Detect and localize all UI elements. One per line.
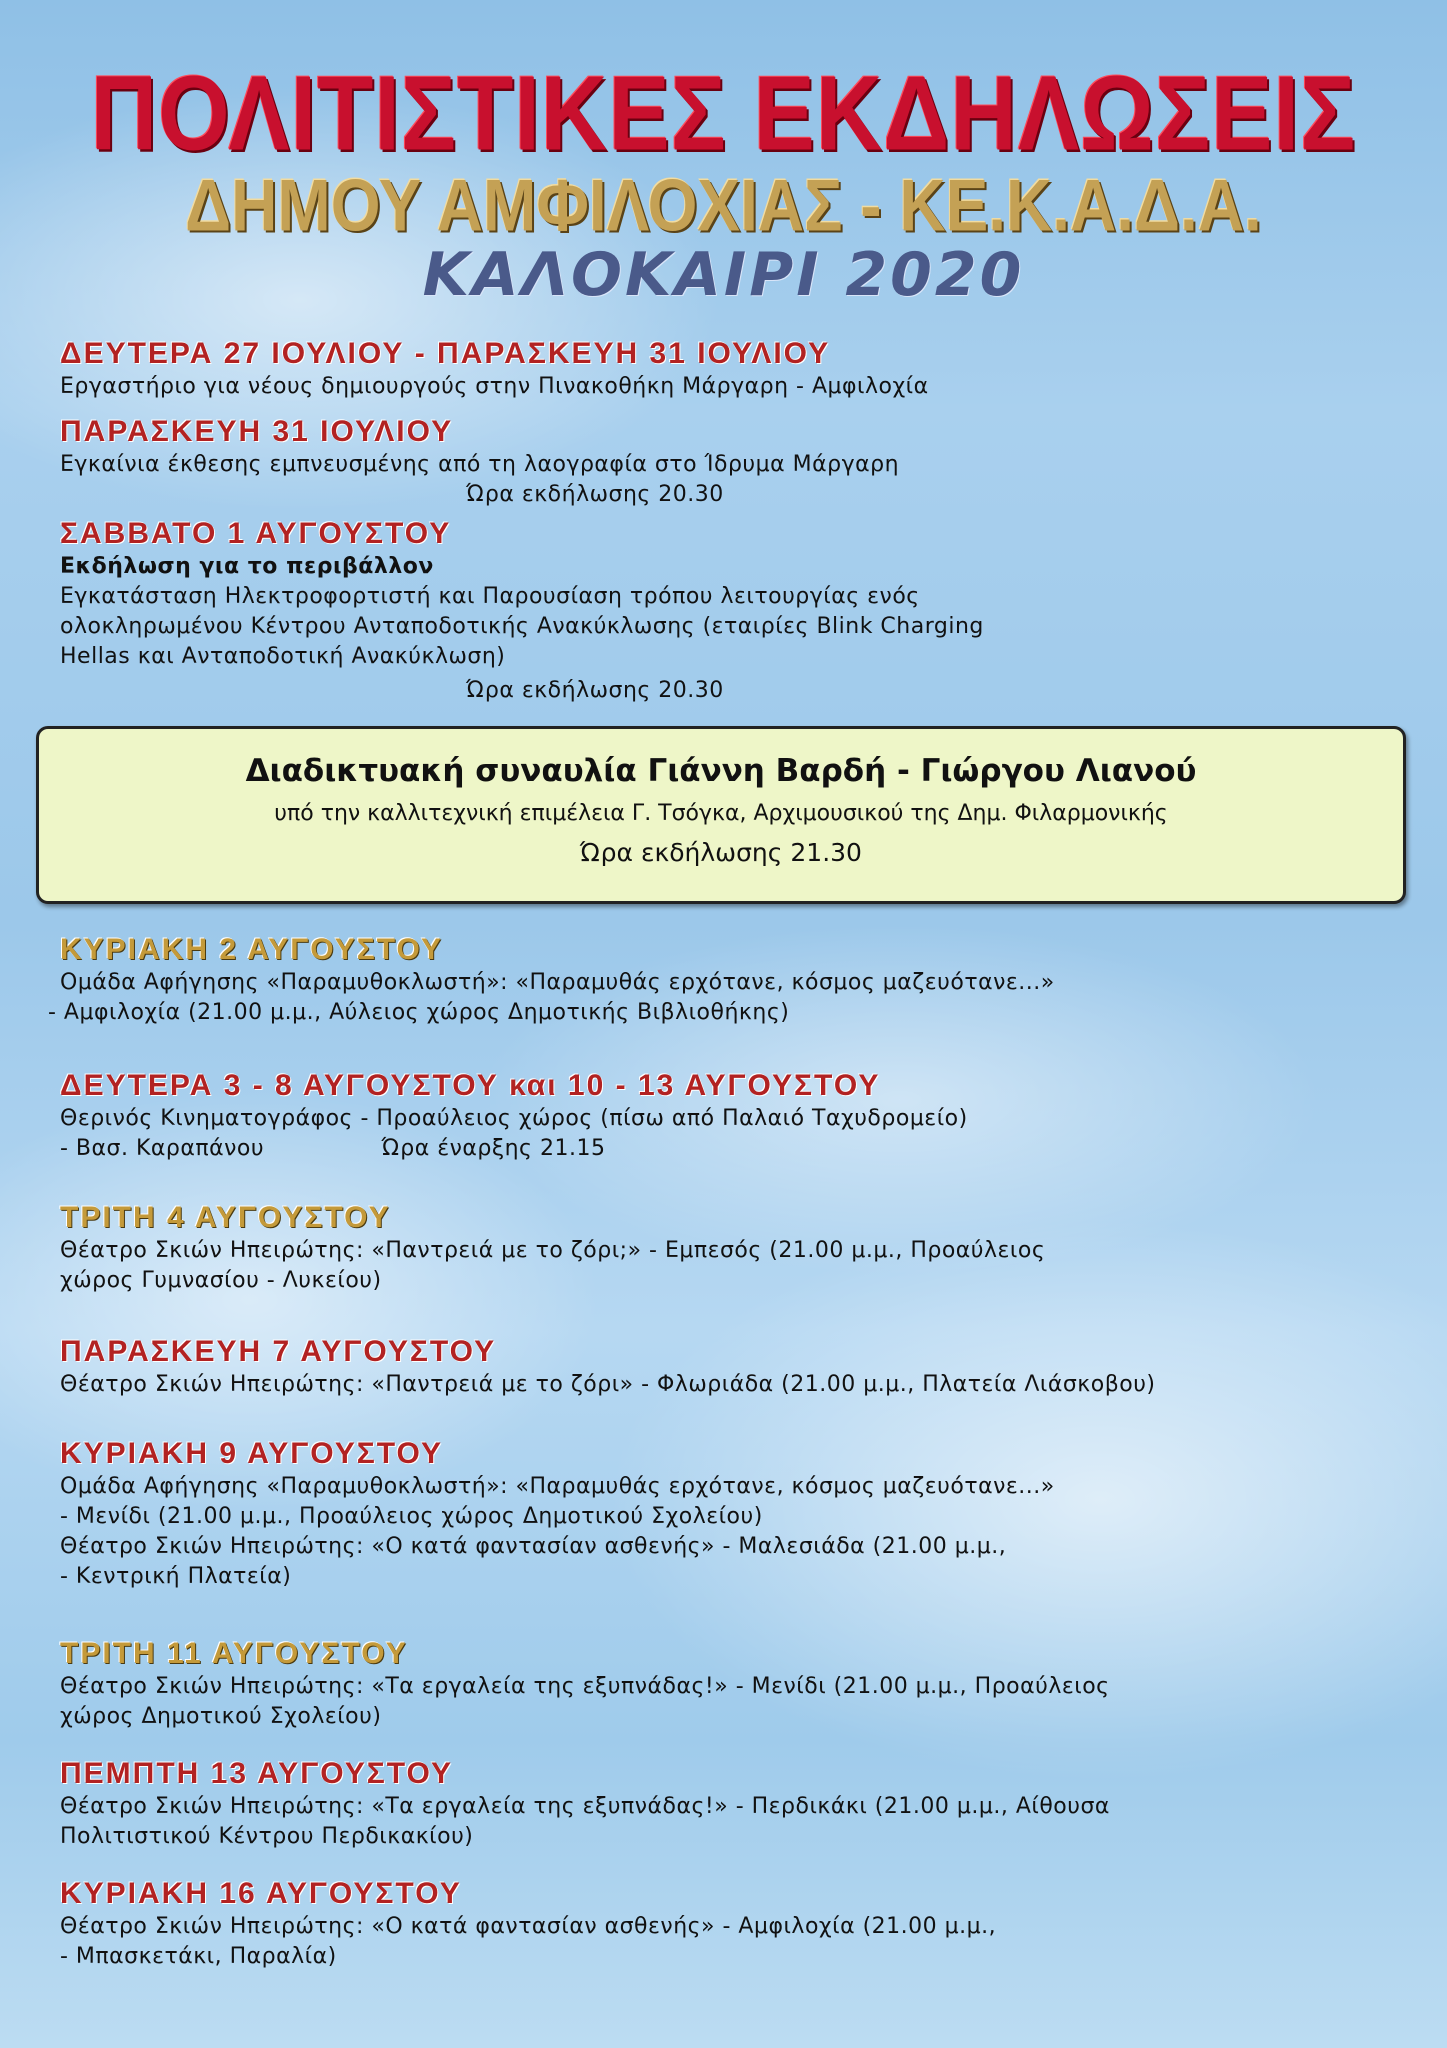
event-day: ΠΕΜΠΤΗ 13 ΑΥΓΟΥΣΤΟΥ <box>60 1757 454 1790</box>
event-line: Θερινός Κινηματογράφος - Προαύλειος χώρος (πίσω από Παλαιό Ταχυδρομείο) <box>60 1106 968 1131</box>
event-line: χώρος Δημοτικού Σχολείου) <box>60 1704 382 1729</box>
poster-title: ΠΟΛΙΤΙΣΤΙΚΕΣ ΕΚΔΗΛΩΣΕΙΣ <box>90 55 1357 173</box>
event-line: Εργαστήριο για νέους δημιουργούς στην Πινακοθήκη Μάργαρη - Αμφιλοχία <box>60 374 929 399</box>
concert-subtitle: υπό την καλλιτεχνική επιμέλεια Γ. Τσόγκα, Αρχιμουσικού της Δημ. Φιλαρμονικής <box>274 801 1168 826</box>
event-day: ΚΥΡΙΑΚΗ 9 ΑΥΓΟΥΣΤΟΥ <box>60 1437 444 1470</box>
event-line: Θέατρο Σκιών Ηπειρώτης: «Ο κατά φαντασίαν ασθενής» - Μαλεσιάδα (21.00 μ.μ., <box>60 1534 1007 1559</box>
event-line: - Μπασκετάκι, Παραλία) <box>60 1944 337 1969</box>
event-line: Θέατρο Σκιών Ηπειρώτης: «Παντρειά με το ζόρι;» - Εμπεσός (21.00 μ.μ., Προαύλειος <box>60 1238 1046 1263</box>
poster-organizer: ΔΗΜΟΥ ΑΜΦΙΛΟΧΙΑΣ - ΚΕ.Κ.Α.Δ.Α. <box>185 163 1262 247</box>
event-block <box>60 1636 1390 1732</box>
event-block <box>60 1436 1390 1592</box>
event-block <box>60 414 1390 510</box>
event-day: ΠΑΡΑΣΚΕΥΗ 7 ΑΥΓΟΥΣΤΟΥ <box>60 1335 497 1368</box>
event-day: ΚΥΡΙΑΚΗ 2 ΑΥΓΟΥΣΤΟΥ <box>60 933 444 966</box>
concert-highlight-box <box>36 726 1406 904</box>
event-time: Ώρα εκδήλωσης 20.30 <box>466 482 724 507</box>
event-line: χώρος Γυμνασίου - Λυκείου) <box>60 1268 382 1293</box>
event-day: ΔΕΥΤΕΡΑ 3 - 8 ΑΥΓΟΥΣΤΟΥ και 10 - 13 ΑΥΓΟΥΣΤΟΥ <box>60 1069 881 1102</box>
event-line: Ομάδα Αφήγησης «Παραμυθοκλωστή»: «Παραμυθάς ερχότανε, κόσμος μαζευότανε...» <box>60 970 1055 995</box>
event-line: Θέατρο Σκιών Ηπειρώτης: «Ο κατά φαντασίαν ασθενής» - Αμφιλοχία (21.00 μ.μ., <box>60 1914 997 1939</box>
event-block <box>60 1334 1390 1400</box>
event-line: - Κεντρική Πλατεία) <box>60 1564 292 1589</box>
event-time: Ώρα έναρξης 21.15 <box>381 1136 606 1161</box>
poster-season: ΚΑΛΟΚΑΙΡΙ 2020 <box>422 240 1025 310</box>
event-day: ΤΡΙΤΗ 4 ΑΥΓΟΥΣΤΟΥ <box>60 1201 391 1234</box>
event-line: Πολιτιστικού Κέντρου Περδικακίου) <box>60 1824 474 1849</box>
event-line: Θέατρο Σκιών Ηπειρώτης: «Τα εργαλεία της εξυπνάδας!» - Μενίδι (21.00 μ.μ., Προαύλειος <box>60 1674 1110 1699</box>
event-block <box>60 1068 1390 1164</box>
event-day: ΠΑΡΑΣΚΕΥΗ 31 ΙΟΥΛΙΟΥ <box>60 415 454 448</box>
event-block <box>60 516 1390 706</box>
event-day: ΚΥΡΙΑΚΗ 16 ΑΥΓΟΥΣΤΟΥ <box>60 1877 462 1910</box>
event-day: ΤΡΙΤΗ 11 ΑΥΓΟΥΣΤΟΥ <box>60 1637 408 1670</box>
event-line: ολοκληρωμένου Κέντρου Ανταποδοτικής Ανακύκλωσης (εταιρίες Blink Charging <box>60 614 984 639</box>
event-subtitle: Εκδήλωση για το περιβάλλον <box>60 554 434 579</box>
event-line: Θέατρο Σκιών Ηπειρώτης: «Παντρειά με το ζόρι» - Φλωριάδα (21.00 μ.μ., Πλατεία Λιάσκοβου) <box>60 1372 1156 1397</box>
event-block <box>60 1200 1390 1296</box>
event-block <box>60 336 1390 402</box>
event-day: ΣΑΒΒΑΤΟ 1 ΑΥΓΟΥΣΤΟΥ <box>60 517 452 550</box>
event-line: Hellas και Ανταποδοτική Ανακύκλωση) <box>60 644 506 669</box>
event-line: - Μενίδι (21.00 μ.μ., Προαύλειος χώρος Δημοτικού Σχολείου) <box>60 1504 763 1529</box>
concert-title: Διαδικτυακή συναυλία Γιάννη Βαρδή - Γιώργου Λιανού <box>245 753 1197 789</box>
event-block <box>60 1876 1390 1972</box>
event-line: - Αμφιλοχία (21.00 μ.μ., Αύλειος χώρος Δημοτικής Βιβλιοθήκης) <box>48 1000 790 1025</box>
event-line: Ομάδα Αφήγησης «Παραμυθοκλωστή»: «Παραμυθάς ερχότανε, κόσμος μαζευότανε...» <box>60 1474 1055 1499</box>
event-block <box>48 932 1390 1028</box>
event-block <box>60 1756 1390 1852</box>
event-line: Εγκατάσταση Ηλεκτροφορτιστή και Παρουσίαση τρόπου λειτουργίας ενός <box>60 584 920 609</box>
event-line: - Βασ. Καραπάνου <box>60 1136 265 1161</box>
event-time: Ώρα εκδήλωσης 20.30 <box>466 678 724 703</box>
concert-time: Ώρα εκδήλωσης 21.30 <box>580 838 862 867</box>
event-line: Θέατρο Σκιών Ηπειρώτης: «Τα εργαλεία της εξυπνάδας!» - Περδικάκι (21.00 μ.μ., Αίθουσα <box>60 1794 1110 1819</box>
event-day: ΔΕΥΤΕΡΑ 27 ΙΟΥΛΙΟΥ - ΠΑΡΑΣΚΕΥΗ 31 ΙΟΥΛΙΟΥ <box>60 337 831 370</box>
event-line: Εγκαίνια έκθεσης εμπνευσμένης από τη λαογραφία στο Ίδρυμα Μάργαρη <box>60 452 900 477</box>
